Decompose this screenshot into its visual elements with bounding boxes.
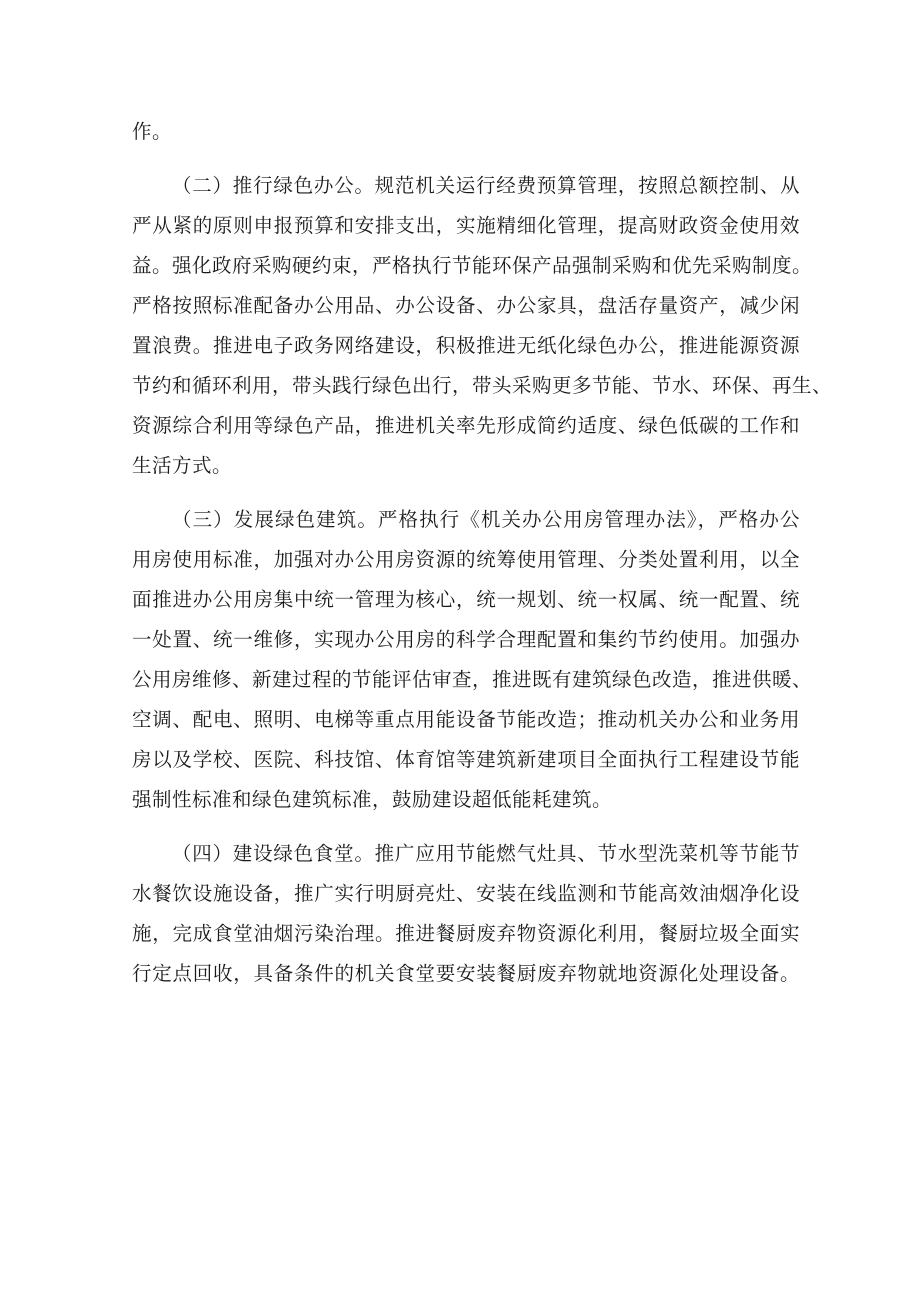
- text-line: 节约和循环利用，带头践行绿色出行，带头采购更多节能、节水、环保、再生、: [132, 374, 833, 397]
- text-line: 空调、配电、照明、电梯等重点用能设备节能改造；推动机关办公和业务用: [132, 708, 800, 731]
- document-body: [132, 112, 833, 994]
- text-line: 强制性标准和绿色建筑标准，鼓励建设超低能耗建筑。: [132, 788, 613, 811]
- text-line: 行定点回收，具备条件的机关食堂要安装餐厨废弃物就地资源化处理设备。: [132, 962, 800, 985]
- text-line: 作。: [132, 120, 173, 143]
- text-line: 施，完成食堂油烟污染治理。推进餐厨废弃物资源化利用，餐厨垃圾全面实: [132, 922, 800, 945]
- text-line: 一处置、统一维修，实现办公用房的科学合理配置和集约节约使用。加强办: [132, 628, 800, 651]
- paragraph-gap: [132, 152, 800, 166]
- paragraph-gap: [132, 820, 800, 834]
- text-line: 严格按照标准配备办公用品、办公设备、办公家具，盘活存量资产，减少闲: [132, 294, 800, 317]
- text-line: 水餐饮设施设备，推广实行明厨亮灶、安装在线监测和节能高效油烟净化设: [132, 882, 800, 905]
- text-line: （二）推行绿色办公。规范机关运行经费预算管理，按照总额控制、从: [172, 174, 800, 197]
- text-line: 房以及学校、医院、科技馆、体育馆等建筑新建项目全面执行工程建设节能: [132, 748, 800, 771]
- paragraph-gap: [132, 486, 800, 500]
- text-line: 严从紧的原则申报预算和安排支出，实施精细化管理，提高财政资金使用效: [132, 214, 800, 237]
- text-line: 公用房维修、新建过程的节能评估审查，推进既有建筑绿色改造，推进供暖、: [132, 668, 813, 691]
- text-line: （四）建设绿色食堂。推广应用节能燃气灶具、节水型洗菜机等节能节: [172, 842, 800, 865]
- text-line: 资源综合利用等绿色产品，推进机关率先形成简约适度、绿色低碳的工作和: [132, 414, 800, 437]
- paragraph-green-office: [132, 166, 833, 486]
- paragraph-continuation: [132, 112, 800, 152]
- text-line: 面推进办公用房集中统一管理为核心，统一规划、统一权属、统一配置、统: [132, 588, 800, 611]
- text-line: 生活方式。: [132, 454, 233, 477]
- text-line: 置浪费。推进电子政务网络建设，积极推进无纸化绿色办公，推进能源资源: [132, 334, 800, 357]
- text-line: （三）发展绿色建筑。严格执行《机关办公用房管理办法》，严格办公: [172, 508, 800, 531]
- paragraph-green-building: [132, 500, 813, 820]
- text-line: 益。强化政府采购硬约束，严格执行节能环保产品强制采购和优先采购制度。: [132, 254, 813, 277]
- paragraph-green-canteen: [132, 834, 800, 994]
- text-line: 用房使用标准，加强对办公用房资源的统筹使用管理、分类处置利用，以全: [132, 548, 800, 571]
